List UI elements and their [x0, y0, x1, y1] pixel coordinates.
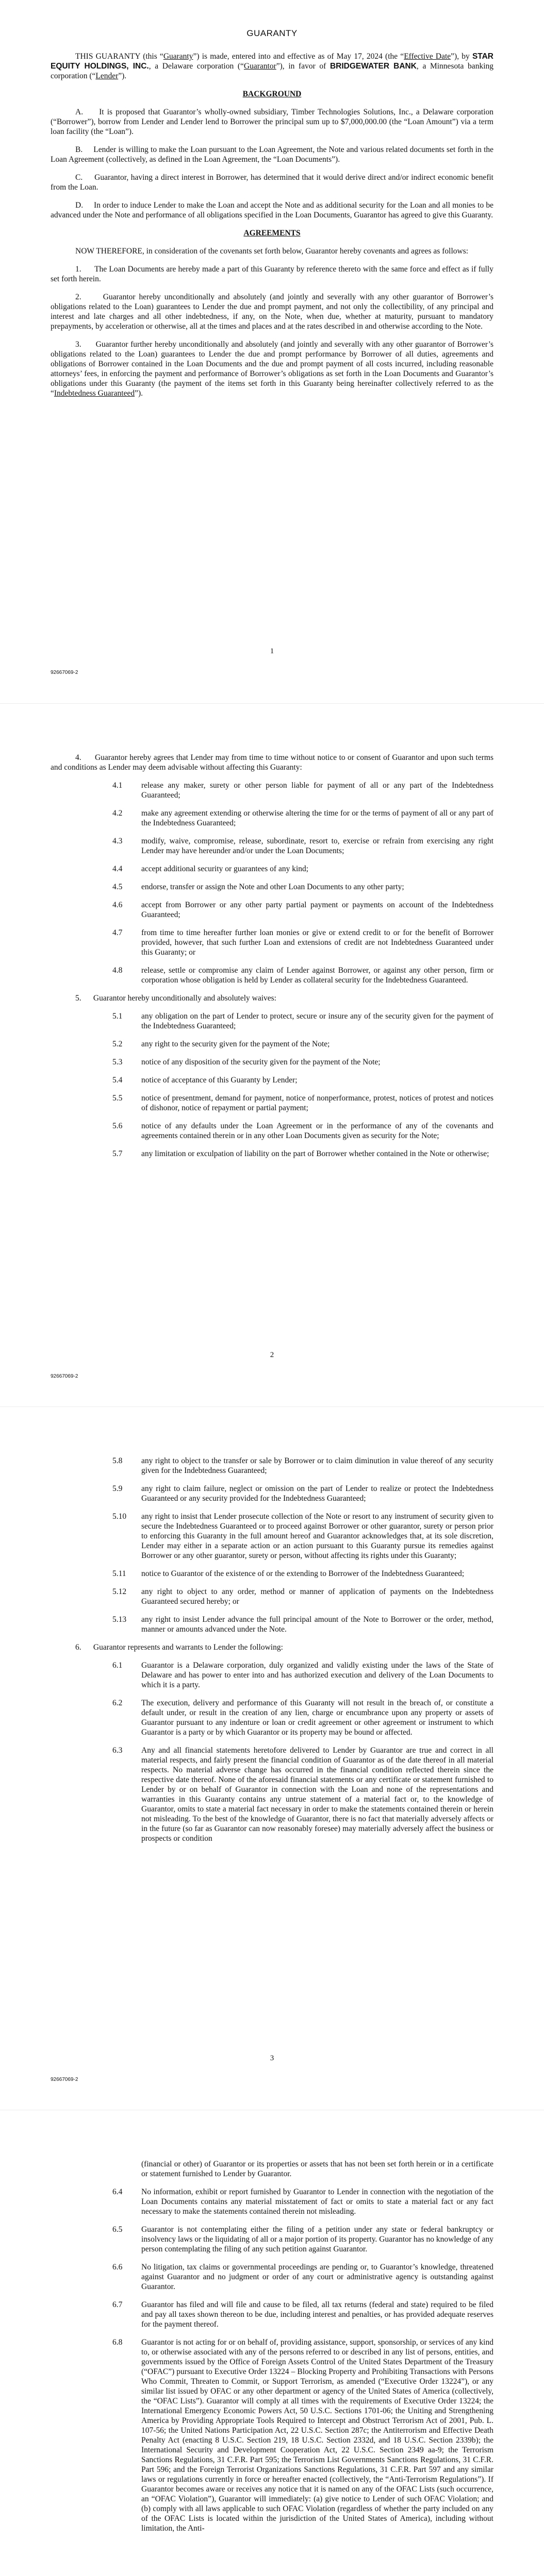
document-title: GUARANTY: [246, 28, 298, 38]
list-item: 5.5 notice of presentment, demand for payment, notice of nonperformance, protest, notices of protest and notices of dishonor, notice of repayment or partial payment;: [112, 1094, 493, 1112]
list-item: 5.2 any right to the security given for the payment of the Note;: [112, 1040, 330, 1048]
page-4: [0, 2110, 544, 2576]
list-item: 6.5 Guarantor is not contemplating either the filing of a petition under any state or federal bankruptcy or insolvency laws or the liquidating of all or a major portion of its property. Guarantor has no knowledge of any person contemplating the filing of any such petition against Guarantor.: [112, 2225, 493, 2253]
page-number: 1: [270, 647, 274, 655]
document-id: 92667069-2: [51, 2077, 78, 2082]
list-item: 4.7 from time to time hereafter further loan monies or give or extend credit to or for the benefit of Borrower provided, however, that such further Loan and extensions of credit are not Indebtedness Guaranteed under this Guaranty; or: [112, 928, 493, 957]
section-5: 5. Guarantor hereby unconditionally and absolutely waives:: [75, 994, 276, 1003]
section-6: 6. Guarantor represents and warrants to Lender the following:: [75, 1643, 283, 1652]
list-item: 5.8 any right to object to the transfer or sale by Borrower or to claim diminution in value thereof of any security given for the Indebtedness Guaranteed;: [112, 1456, 493, 1475]
guarantor-term: Guarantor: [243, 62, 276, 71]
page-3: [0, 1406, 544, 2110]
document-id: 92667069-2: [51, 670, 78, 675]
list-item: 5.10 any right to insist that Lender prosecute collection of the Note or resort to any instrument of security given to secure the Indebtedness Guaranteed or to proceed against Borrower or other guarantor, surety or person prior to enforcing this Guaranty in the full amount hereof and Guarantor acknowledges that, at its sole discretion, Lender may either in a separate action or an action pursuant to this Guaranty pursue its remedies against Borrower or any other guarantor, surety or person, without affecting its rights under this Guaranty;: [112, 1512, 493, 1560]
document-id: 92667069-2: [51, 1374, 78, 1379]
agreements-heading: AGREEMENTS: [243, 229, 301, 238]
background-paragraph: A. It is proposed that Guarantor’s wholly-owned subsidiary, Timber Technologies Solutions, Inc., a Delaware corporation (“Borrower”), borrow from Lender and Lender lend to Borrower the principal sum up to $7,000,000.00 (the “Loan Amount”) via a term loan facility (the “Loan”).: [51, 108, 494, 136]
section-1: 1. The Loan Documents are hereby made a part of this Guaranty by reference thereto with the same force and effect as if fully set forth herein.: [51, 265, 493, 283]
list-item: 4.2 make any agreement extending or otherwise altering the time for or the terms of payment of all or any part of the Indebtedness Guaranteed;: [112, 809, 493, 827]
list-item: 4.1 release any maker, surety or other person liable for payment of all or any part of the Indebtedness Guaranteed;: [112, 781, 493, 800]
list-item: 6.3 Any and all financial statements heretofore delivered to Lender by Guarantor are true and correct in all material respects, and fairly present the financial condition of Guarantor as of the date thereof in all material respects. No material adverse change has occurred in the financial condition reflected therein since the respective date thereof. None of the aforesaid financial statements or any certificate or statement furnished to Lender by or on behalf of Guarantor in connection with the Loan and none of the representations and warranties in this Guaranty contains any untrue statement of a material fact or, to the knowledge of Guarantor, omits to state a material fact necessary in order to make the statements contained therein or herein not misleading. To the best of the knowledge of Guarantor, there is no fact that materially adversely affects or in the future (so far as Guarantor can now reasonably foresee) may materially adversely affect the business or prospects or condition: [112, 1746, 493, 1843]
effective-date-term: Effective Date: [404, 52, 451, 61]
list-item: 5.13 any right to insist Lender advance the full principal amount of the Note to Borrower or the order, method, manner or amounts advanced under the Note.: [112, 1615, 493, 1634]
list-item-continuation: (financial or other) of Guarantor or its properties or assets that has not been set forth herein or in a certificate or statement furnished to Lender by Guarantor.: [141, 2160, 493, 2178]
list-item: 5.11 notice to Guarantor of the existence of or the extending to Borrower of the Indebtedness Guaranteed;: [112, 1569, 465, 1578]
intro-paragraph: THIS GUARANTY (this “Guaranty”) is made, entered into and effective as of May 17, 2024 (the “Effective Date”), by STAR EQUITY HOLDINGS, INC., a Delaware corporation (“Guarantor”), in favor of BRIDGEWATER BANK, a Minnesota banking corporation (“Lender”).: [51, 52, 493, 80]
guarantor-name: STAR EQUITY HOLDINGS, INC.: [51, 52, 493, 71]
page-number: 3: [270, 2054, 274, 2062]
lender-name: BRIDGEWATER BANK: [329, 62, 417, 71]
background-heading: BACKGROUND: [242, 90, 302, 98]
agreements-intro: NOW THEREFORE, in consideration of the covenants set forth below, Guarantor hereby covenants and agrees as follows:: [75, 247, 469, 256]
section-3: 3. Guarantor further hereby unconditionally and absolutely (and jointly and severally with any other guarantor of Borrower’s obligations related to the Loan) guarantees to Lender the due and prompt performance by Borrower of all duties, agreements and obligations of Borrower contained in the Loan Documents and the due and prompt payment of all costs incurred, including reasonable attorneys’ fees, in enforcing the payment and performance of Borrower’s obligations as set forth in the Loan Documents and Guarantor’s obligations under this Guaranty (the payment of the items set forth in this Guaranty being hereinafter collectively referred to as the “Indebtedness Guaranteed”).: [51, 340, 493, 398]
indebtedness-guaranteed-term: Indebtedness Guaranteed: [54, 389, 135, 398]
section-4: 4. Guarantor hereby agrees that Lender may from time to time without notice to or consent of Guarantor and upon such terms and conditions as Lender may deem advisable without affecting this Guaranty:: [51, 753, 493, 772]
lender-term: Lender: [95, 72, 119, 80]
list-item: 5.9 any right to claim failure, neglect or omission on the part of Lender to realize or protect the Indebtedness Guaranteed or any security provided for the Indebtedness Guaranteed;: [112, 1484, 493, 1503]
list-item: 6.4 No information, exhibit or report furnished by Guarantor to Lender in connection with the negotiation of the Loan Documents contains any material misstatement of fact or omits to state a material fact or any fact necessary to make the statements contained therein not misleading.: [112, 2188, 493, 2216]
background-paragraph: C. Guarantor, having a direct interest in Borrower, has determined that it would derive direct and/or indirect economic benefit from the Loan.: [51, 173, 493, 192]
list-item: 5.7 any limitation or exculpation of liability on the part of Borrower whether contained in the Note or otherwise;: [112, 1149, 489, 1158]
list-item: 4.8 release, settle or compromise any claim of Lender against Borrower, or against any other person, firm or corporation whose obligation is held by Lender as collateral security for the Indebtedness Guaranteed.: [112, 966, 493, 985]
background-paragraph: B. Lender is willing to make the Loan pursuant to the Loan Agreement, the Note and various related documents set forth in the Loan Agreement (collectively, as defined in the Loan Agreement, the “Loan Documents”).: [51, 145, 494, 164]
list-item: 4.6 accept from Borrower or any other party partial payment or payments on account of the Indebtedness Guaranteed;: [112, 901, 493, 919]
guaranty-term: Guaranty: [163, 52, 193, 61]
list-item: 6.7 Guarantor has filed and will file and cause to be filed, all tax returns (federal and state) required to be filed and pay all taxes shown thereon to be due, including interest and penalties, or has provided adequate reserves for the payment thereof.: [112, 2300, 493, 2329]
section-2: 2. Guarantor hereby unconditionally and absolutely (and jointly and severally with any other guarantor of Borrower’s obligations related to the Loan) guarantees to Lender the due and prompt payment, and not only the collectibility, of any principal and interest and late charges and all other indebtedness, if any, on the Note, when due, whether at maturity, pursuant to mandatory prepayments, by acceleration or otherwise, all at the times and places and at the rates described in and otherwise according to the Note.: [51, 293, 493, 331]
list-item: 4.3 modify, waive, compromise, release, subordinate, resort to, exercise or refrain from exercising any right Lender may have hereunder and/or under the Loan Documents;: [112, 837, 493, 855]
list-item: 5.1 any obligation on the part of Lender to protect, secure or insure any of the security given for the payment of the Indebtedness Guaranteed;: [112, 1012, 493, 1030]
list-item: 5.12 any right to object to any order, method or manner of application of payments on the Indebtedness Guaranteed secured hereby; or: [112, 1587, 493, 1606]
list-item: 6.1 Guarantor is a Delaware corporation, duly organized and validly existing under the laws of the State of Delaware and has power to enter into and has authorized execution and delivery of the Loan Documents to which it is a party.: [112, 1661, 493, 1689]
page-number: 2: [270, 1351, 274, 1359]
page-1: [0, 0, 544, 703]
list-item: 4.5 endorse, transfer or assign the Note and other Loan Documents to any other party;: [112, 883, 404, 891]
list-item: 5.4 notice of acceptance of this Guaranty by Lender;: [112, 1076, 298, 1084]
list-item: 6.6 No litigation, tax claims or governmental proceedings are pending or, to Guarantor’s knowledge, threatened against Guarantor and no judgment or order of any court or administrative agency is outstanding against Guarantor.: [112, 2263, 493, 2291]
page-2: [0, 703, 544, 1406]
list-item: 5.6 notice of any defaults under the Loan Agreement or in the performance of any of the covenants and agreements contained therein or in any other Loan Documents given as security for the Note;: [112, 1122, 493, 1140]
list-item: 5.3 notice of any disposition of the security given for the payment of the Note;: [112, 1058, 381, 1066]
list-item: 6.2 The execution, delivery and performance of this Guaranty will not result in the breach of, or constitute a default under, or result in the creation of any lien, charge or encumbrance upon any property or assets of Guarantor pursuant to any indenture or loan or credit agreement or other agreement or instrument to which Guarantor is a party or by which Guarantor or its property may be bound or affected.: [112, 1699, 493, 1737]
background-paragraph: D. In order to induce Lender to make the Loan and accept the Note and as additional security for the Loan and all monies to be advanced under the Note and performance of all obligations specified in the Loan Documents, Guarantor has agreed to give this Guaranty.: [51, 201, 494, 219]
list-item: 4.4 accept additional security or guarantees of any kind;: [112, 865, 309, 873]
list-item: 6.8 Guarantor is not acting for or on behalf of, providing assistance, support, sponsorship, or services of any kind to, or otherwise associated with any of the persons referred to or described in any list of persons, entities, and governments issued by the Office of Foreign Assets Control of the United States Department of the Treasury (“OFAC”) pursuant to Executive Order 13224 – Blocking Property and Prohibiting Transactions with Persons Who Commit, Threaten to Commit, or Support Terrorism, as amended (“Executive Order 13224”), or any similar list issued by OFAC or any other department or agency of the United States of America (collectively, the “OFAC Lists”). Guarantor will comply at all times with the requirements of Executive Order 13224; the International Emergency Economic Powers Act, 50 U.S.C. Sections 1701-06; the Uniting and Strengthening America by Providing Appropriate Tools Required to Intercept and Obstruct Terrorism Act of 2001, Pub. L. 107-56; the United Nations Participation Act, 22 U.S.C. Section 287c; the Antiterrorism and Effective Death Penalty Act (enacting 8 U.S.C. Section 219, 18 U.S.C. Section 2332d, and 18 U.S.C. Section 2339b); the International Security and Development Cooperation Act, 22 U.S.C. Section 2349 aa-9; the Terrorism Sanctions Regulations, 31 C.F.R. Part 595; the Terrorism List Governments Sanctions Regulations, 31 C.F.R. Part 596; and the Foreign Terrorist Organizations Sanctions Regulations, 31 C.F.R. Part 597 and any similar laws or regulations currently in force or hereafter enacted (collectively, the “Anti-Terrorism Regulations”). If Guarantor becomes aware or receives any notice that it is named on any of the OFAC Lists (such occurrence, an “OFAC Violation”), Guarantor will immediately: (a) give notice to Lender of such OFAC Violation; and (b) comply with all laws applicable to such OFAC Violation (regardless of whether the party included on any of the OFAC Lists is located within the jurisdiction of the United States of America), including without limitation, the Anti-: [112, 2338, 493, 2533]
